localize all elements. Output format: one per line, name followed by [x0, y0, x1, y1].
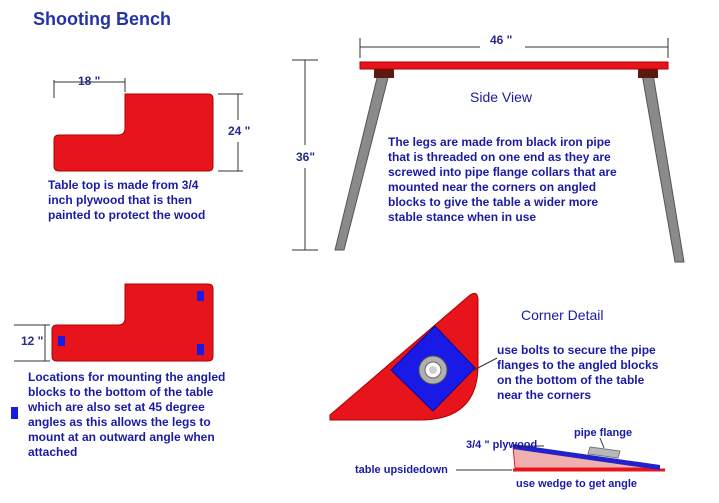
mounting-line-3: which are also set at 45 degree — [28, 400, 205, 414]
table-top-line-1: Table top is made from 3/4 — [48, 178, 199, 192]
corner-line-1: use bolts to secure the pipe — [497, 343, 656, 357]
side-view-description — [388, 135, 617, 225]
table-top-line-2: inch plywood that is then — [48, 193, 192, 207]
mounting-line-2: blocks to the bottom of the table — [28, 385, 214, 399]
mounting-line-5: mount at an outward angle when — [28, 430, 215, 444]
top-depth-label: 24 " — [228, 124, 251, 138]
right-leg — [642, 74, 684, 262]
mount-block-top-right — [197, 291, 204, 301]
table-top-description — [48, 178, 205, 223]
side-view-line-3: screwed into pipe flange collars that are — [388, 165, 617, 179]
corner-line-4: near the corners — [497, 388, 592, 402]
corner-detail-diagram — [330, 293, 497, 420]
table-top-diagram — [54, 78, 243, 171]
top-width-label: 18 " — [78, 74, 101, 88]
side-view-line-4: mounted near the corners on angled — [388, 180, 597, 194]
mounting-line-1: Locations for mounting the angled — [28, 370, 226, 384]
mount-table-shape — [52, 284, 213, 361]
left-leg — [335, 74, 389, 250]
wedge-label: use wedge to get angle — [516, 478, 638, 490]
mounting-description — [28, 370, 225, 460]
corner-line-2: flanges to the angled blocks — [497, 358, 659, 372]
mounting-line-4: angles as this allows the legs to — [28, 415, 211, 429]
corner-detail-heading: Corner Detail — [521, 307, 604, 323]
corner-line-3: on the bottom of the table — [497, 373, 645, 387]
mount-block-left — [58, 336, 65, 346]
table-top-line-3: painted to protect the wood — [48, 208, 206, 222]
pipe-flange-label: pipe flange — [574, 427, 633, 439]
table-upsidedown-label: table upsidedown — [355, 464, 448, 476]
table-top-shape — [54, 94, 213, 171]
side-table-top — [360, 62, 668, 69]
side-view-line-1: The legs are made from black iron pipe — [388, 135, 611, 149]
mount-depth-label: 12 " — [21, 334, 44, 348]
bench-height-label: 36" — [296, 150, 316, 164]
bench-width-label: 46 " — [490, 33, 513, 47]
page-title: Shooting Bench — [33, 9, 171, 29]
mount-block-bottom-right — [197, 344, 204, 355]
plywood-label: 3/4 " plywood — [466, 439, 538, 451]
side-view-line-6: stable stance when in use — [388, 210, 537, 224]
side-view-line-2: that is threaded on one end as they are — [388, 150, 611, 164]
mounting-line-6: attached — [28, 445, 78, 459]
side-view-heading: Side View — [470, 89, 533, 105]
corner-detail-description — [497, 343, 658, 403]
side-view-line-5: blocks to give the table a wider more — [388, 195, 599, 209]
legend-block-marker — [11, 407, 18, 419]
